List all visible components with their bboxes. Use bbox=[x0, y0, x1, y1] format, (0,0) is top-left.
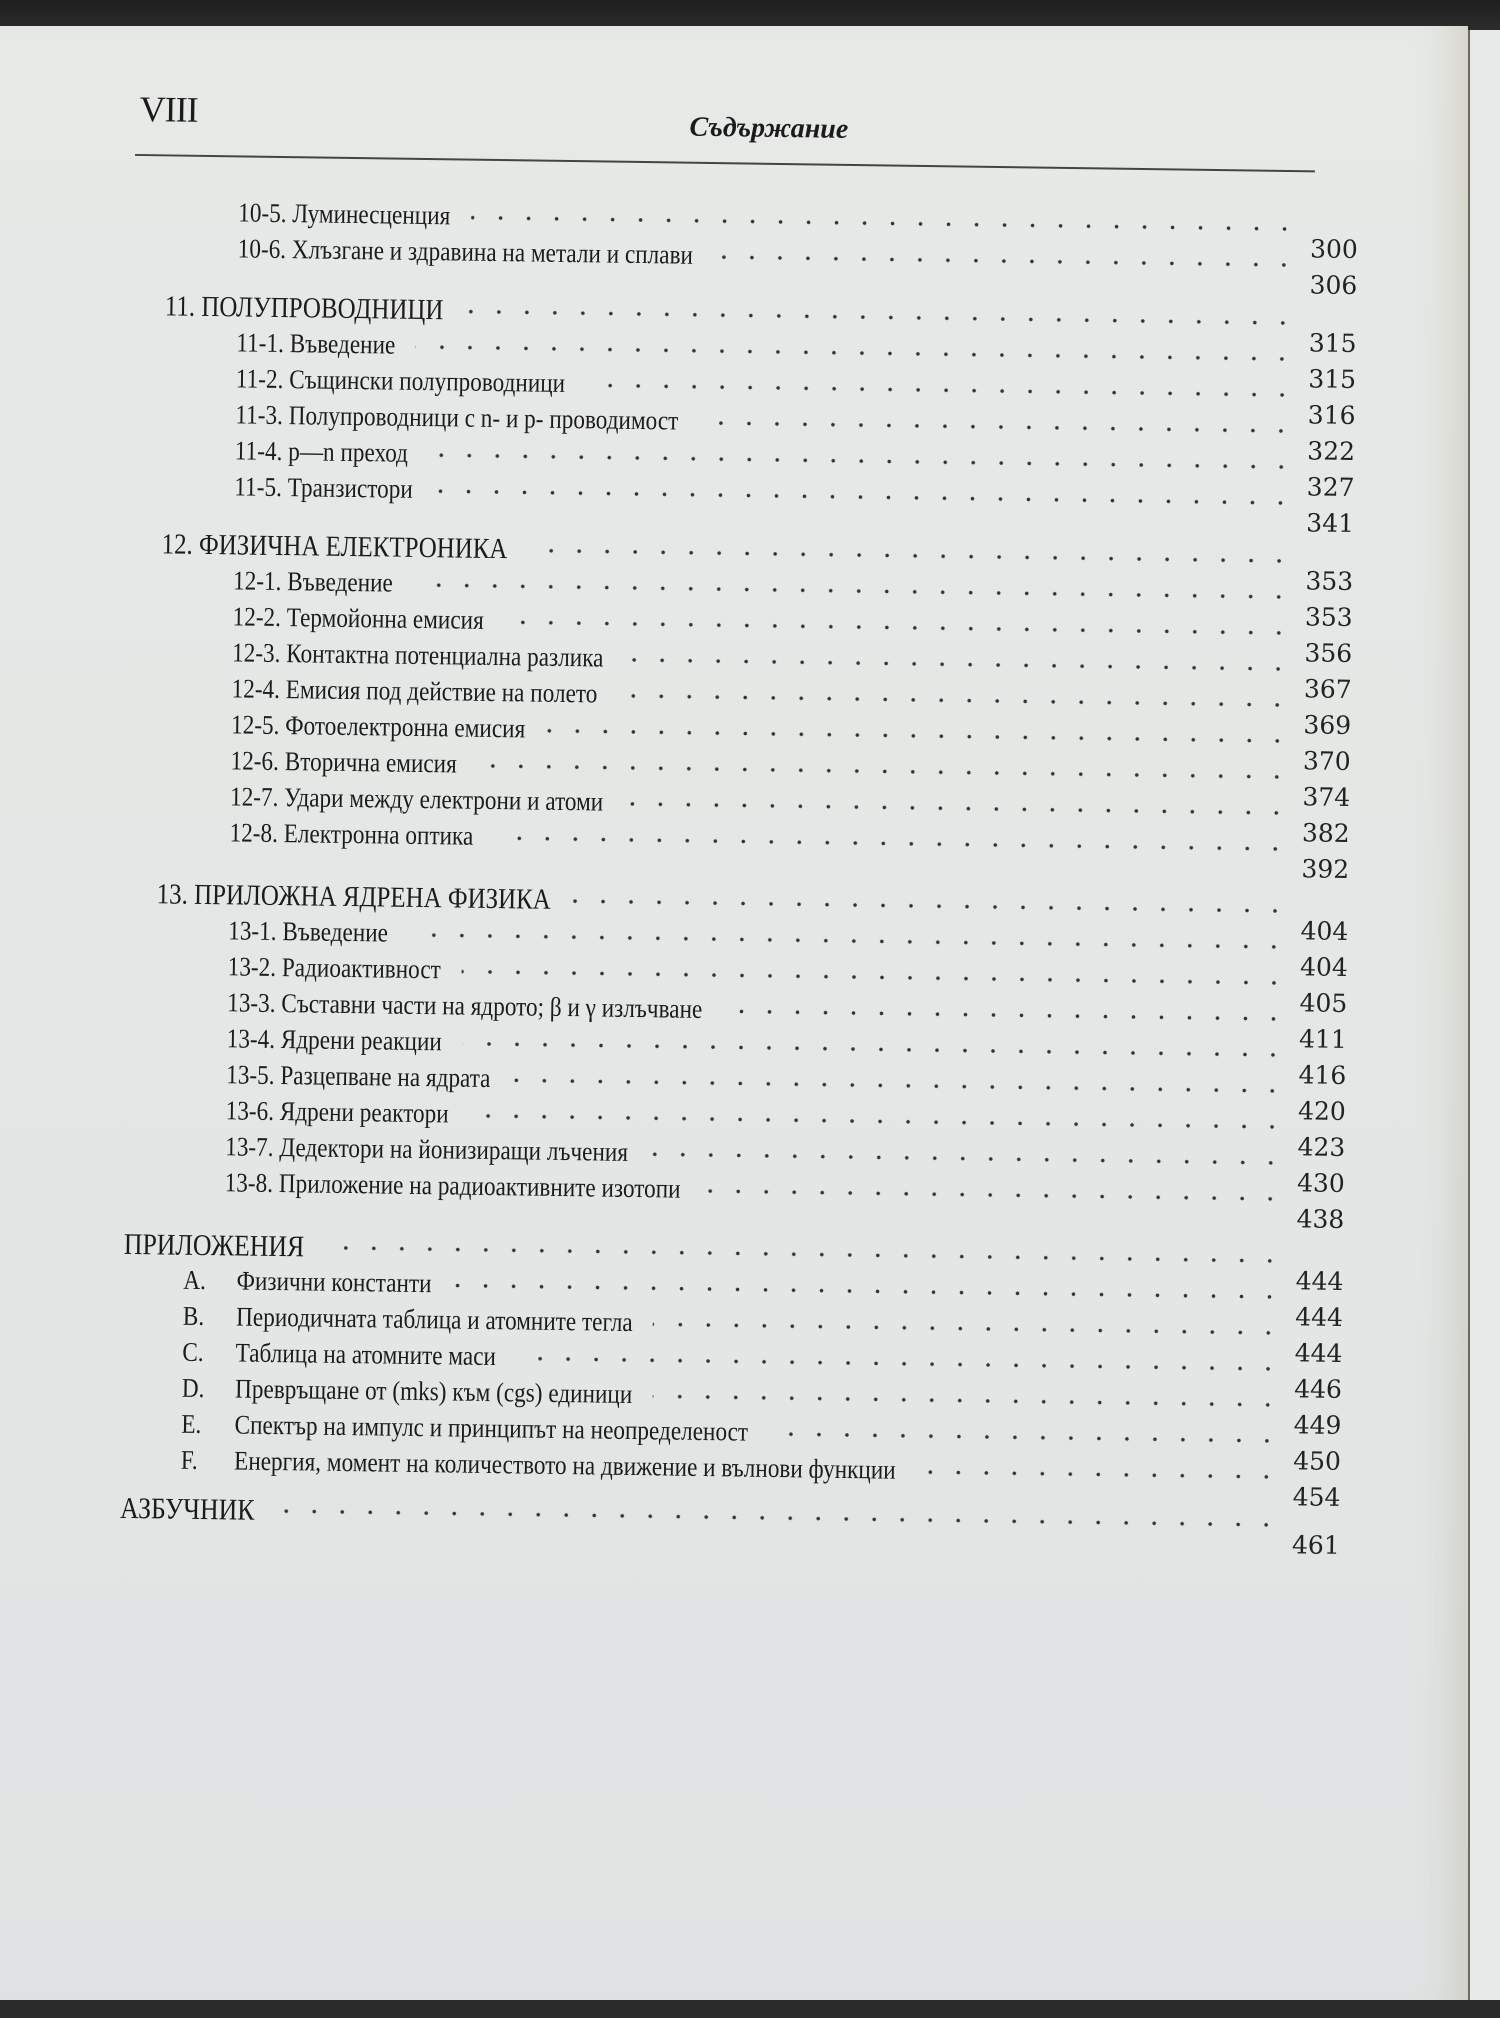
appendix-letter: D. bbox=[181, 1372, 205, 1404]
toc-entry-title: 13-8. Приложение на радиоактивните изотопи bbox=[224, 1167, 681, 1204]
next-page-edge bbox=[1468, 30, 1500, 2000]
toc-page-number: 367 bbox=[1303, 674, 1352, 704]
toc-page-number: 327 bbox=[1306, 472, 1355, 502]
dot-leader bbox=[275, 1508, 1280, 1528]
toc-entry-title: 11-5. Транзистори bbox=[234, 471, 413, 504]
toc-page-number: 404 bbox=[1300, 916, 1349, 946]
toc-entry-title: 11-4. p—n преход bbox=[234, 435, 409, 468]
toc-page-number: 353 bbox=[1305, 566, 1354, 596]
dot-leader bbox=[723, 1008, 1287, 1022]
dot-leader bbox=[586, 382, 1296, 398]
toc-page-number: 454 bbox=[1292, 1482, 1341, 1512]
toc-entry-title: 12-4. Емисия под действие на полето bbox=[231, 673, 598, 709]
toc-entry-title: АЗБУЧНИК bbox=[119, 1491, 255, 1527]
dot-leader bbox=[624, 801, 1290, 816]
toc-page-number: 438 bbox=[1296, 1204, 1345, 1234]
dot-leader bbox=[452, 1282, 1283, 1300]
dot-leader bbox=[701, 1188, 1285, 1202]
dot-leader bbox=[416, 344, 1297, 362]
dot-leader bbox=[464, 309, 1297, 327]
dot-leader bbox=[433, 488, 1294, 506]
book-page bbox=[0, 26, 1468, 2000]
toc-page-number: 306 bbox=[1309, 270, 1358, 301]
toc-page-number: 353 bbox=[1304, 602, 1353, 632]
toc-entry-title bbox=[182, 1373, 633, 1410]
toc-entry-title: 13-6. Ядрени реактори bbox=[225, 1095, 449, 1129]
toc-page-number: 444 bbox=[1295, 1302, 1344, 1332]
dot-leader bbox=[618, 693, 1292, 708]
toc-entry-title: 13-5. Разцепване на ядрата bbox=[226, 1059, 491, 1093]
toc-page-number: 411 bbox=[1298, 1024, 1348, 1054]
dot-leader bbox=[511, 1077, 1286, 1094]
toc-entry-title: 13-4. Ядрени реакции bbox=[226, 1023, 443, 1057]
toc-page-number: 322 bbox=[1307, 436, 1356, 466]
toc-entry-title bbox=[183, 1265, 432, 1299]
toc-entry-title: 11-2. Същински полупроводници bbox=[235, 363, 566, 398]
toc-page-number: 374 bbox=[1302, 782, 1351, 812]
toc-page-number: 356 bbox=[1304, 638, 1353, 668]
dot-leader bbox=[469, 1113, 1285, 1130]
toc-page-number: 450 bbox=[1292, 1446, 1342, 1476]
toc-page-number: 420 bbox=[1297, 1096, 1347, 1126]
dot-leader bbox=[408, 932, 1288, 950]
dot-leader bbox=[528, 547, 1294, 564]
toc-page-number: 446 bbox=[1294, 1374, 1343, 1404]
toc-entry-title: ПРИЛОЖЕНИЯ bbox=[123, 1227, 305, 1264]
dot-leader bbox=[461, 969, 1287, 987]
toc-entry-title: 11-3. Полупроводници с n- и p- проводимост bbox=[235, 399, 679, 436]
dot-leader bbox=[494, 835, 1290, 852]
toc-page-number: 382 bbox=[1301, 818, 1350, 848]
toc-page-number: 430 bbox=[1296, 1168, 1345, 1198]
toc-page-number: 461 bbox=[1291, 1530, 1340, 1560]
toc-entry-title: 12-6. Вторична емисия bbox=[230, 745, 457, 779]
toc-entry-title: 11. ПОЛУПРОВОДНИЦИ bbox=[164, 290, 444, 327]
toc-entry-title: 13-7. Дедектори на йонизиращи лъчения bbox=[224, 1131, 629, 1167]
toc-entry-title: 12-3. Контактна потенциална разлика bbox=[231, 637, 604, 673]
toc-entry-title: 10-5. Луминесценция bbox=[238, 197, 451, 231]
toc-page-number: 315 bbox=[1308, 328, 1357, 359]
appendix-letter: B. bbox=[182, 1300, 205, 1332]
toc-entry-title: 11-1. Въведение bbox=[236, 327, 396, 360]
toc-page-number: 444 bbox=[1294, 1338, 1343, 1368]
toc-entry-title: 13-2. Радиоактивност bbox=[227, 951, 442, 985]
dot-leader bbox=[504, 619, 1292, 636]
appendix-title: Физични константи bbox=[236, 1265, 432, 1299]
appendix-title: Периодичната таблица и атомните тегла bbox=[235, 1301, 633, 1337]
toc-entry-title bbox=[181, 1409, 748, 1448]
dot-leader bbox=[768, 1431, 1281, 1444]
toc-entry-title bbox=[182, 1337, 496, 1372]
toc-page-number: 300 bbox=[1309, 234, 1359, 265]
dot-leader bbox=[699, 420, 1296, 434]
header-rule bbox=[135, 154, 1315, 172]
toc-page-number: 341 bbox=[1306, 508, 1355, 538]
dot-leader bbox=[462, 1041, 1286, 1059]
toc-page-number: 316 bbox=[1307, 400, 1356, 431]
running-head: Съдържание bbox=[689, 111, 849, 145]
toc-entry-title: 12-2. Термойонна емисия bbox=[232, 601, 484, 635]
toc-entry-title: 13-1. Въведение bbox=[228, 915, 389, 948]
dot-leader bbox=[546, 728, 1291, 744]
dot-leader bbox=[571, 898, 1288, 914]
appendix-title: Енергия, момент на количеството на движение и вълнови функции bbox=[233, 1445, 896, 1485]
toc-entry-title: 12-1. Въведение bbox=[232, 565, 394, 598]
toc-page-number: 370 bbox=[1302, 746, 1351, 776]
dot-leader bbox=[325, 1245, 1284, 1264]
toc-page-number: 405 bbox=[1299, 988, 1348, 1018]
appendix-letter: F. bbox=[180, 1444, 198, 1475]
dot-leader bbox=[916, 1469, 1281, 1480]
toc-entry-title: 10-6. Хлъзгане и здравина на метали и сплави bbox=[237, 233, 694, 270]
dot-leader bbox=[471, 215, 1298, 233]
dot-leader bbox=[428, 452, 1294, 470]
toc-part-entry bbox=[0, 1490, 1380, 1560]
page-content bbox=[0, 24, 1469, 2018]
page-folio: VIII bbox=[139, 88, 198, 130]
toc-page-number: 369 bbox=[1303, 710, 1352, 740]
toc-page-number: 423 bbox=[1297, 1132, 1346, 1162]
dot-leader bbox=[516, 1355, 1282, 1372]
toc-entry-title: 12-5. Фотоелектронна емисия bbox=[230, 709, 526, 744]
toc-page-number: 416 bbox=[1298, 1060, 1347, 1090]
dot-leader bbox=[413, 582, 1293, 600]
dot-leader bbox=[713, 254, 1297, 268]
toc-entry-title: 12-7. Удари между електрони и атоми bbox=[229, 781, 604, 817]
toc-entry-title: 12. ФИЗИЧНА ЕЛЕКТРОНИКА bbox=[161, 528, 508, 566]
dot-leader bbox=[653, 1321, 1283, 1336]
appendix-title: Таблица на атомните маси bbox=[235, 1337, 497, 1372]
toc-entry-title: 12-8. Електронна оптика bbox=[229, 817, 474, 851]
toc-entry-title: 13-3. Съставни части на ядрото; β и γ излъчване bbox=[227, 987, 703, 1024]
toc-page-number: 449 bbox=[1293, 1410, 1342, 1440]
appendix-letter: A. bbox=[183, 1264, 207, 1296]
dot-leader bbox=[648, 1151, 1285, 1166]
appendix-title: Спектър на импулс и принципът на неопределеност bbox=[234, 1409, 749, 1447]
appendix-title: Превръщане от (mks) към (cgs) единици bbox=[234, 1373, 633, 1409]
dot-leader bbox=[653, 1393, 1282, 1408]
toc-page-number: 444 bbox=[1295, 1266, 1344, 1296]
toc-page-number: 315 bbox=[1308, 364, 1357, 395]
toc-page-number: 392 bbox=[1301, 854, 1350, 884]
dot-leader bbox=[477, 763, 1290, 780]
table-of-contents bbox=[0, 194, 1398, 1560]
appendix-letter: C. bbox=[182, 1336, 204, 1368]
appendix-letter: E. bbox=[181, 1408, 202, 1439]
toc-entry-title: 13. ПРИЛОЖНА ЯДРЕНА ФИЗИКА bbox=[156, 878, 551, 916]
dot-leader bbox=[624, 657, 1292, 672]
toc-page-number: 404 bbox=[1299, 952, 1349, 982]
toc-entry-title bbox=[183, 1301, 633, 1338]
